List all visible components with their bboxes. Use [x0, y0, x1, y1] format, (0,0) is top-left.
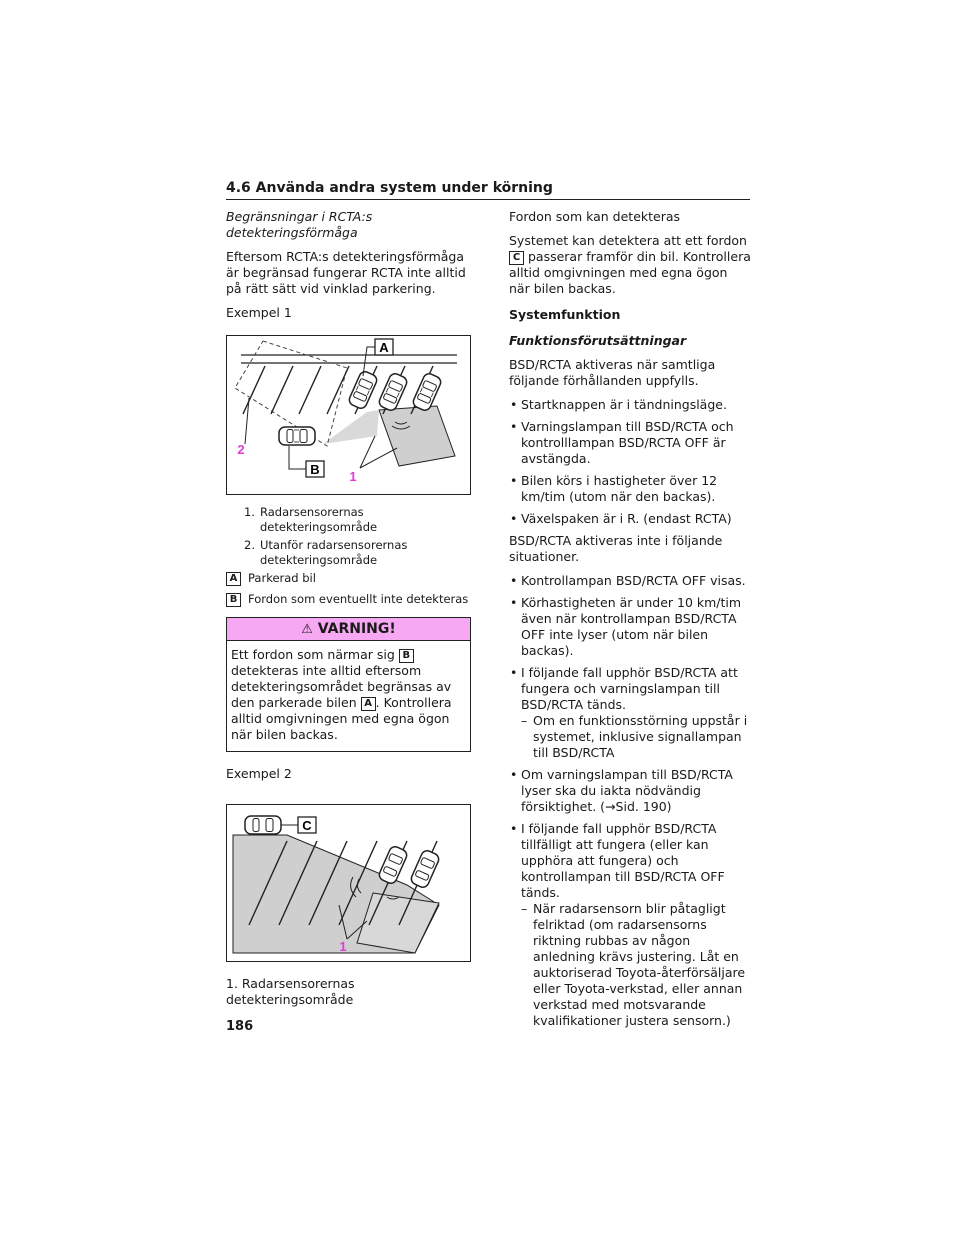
badge-b: B — [226, 593, 241, 607]
badge-c: C — [509, 251, 524, 265]
list-item: • Växelspaken är i R. (endast RCTA) — [509, 511, 752, 527]
list-item: • Bilen körs i hastigheter över 12 km/tim (utom när den backas). — [509, 473, 752, 505]
detect-head: Fordon som kan detekteras — [509, 209, 681, 224]
fig2-label-1: 1 — [339, 939, 347, 954]
detection-zone — [379, 406, 455, 466]
limitations-intro: Eftersom RCTA:s detekteringsförmåga är begränsad fungerar RCTA inte alltid på rätt sätt vid vinklad parkering. — [226, 249, 466, 296]
figure-example2 — [226, 804, 471, 962]
own-car-2 — [377, 845, 408, 885]
warning-title: VARNING! — [317, 621, 396, 637]
legend-item-b: B Fordon som eventuellt inte detekteras — [226, 592, 471, 607]
fig2-label-c: C — [302, 818, 312, 833]
limitations-subhead: Begränsningar i RCTA:s detekteringsförmåga — [226, 209, 373, 240]
badge-a: A — [226, 572, 241, 586]
left-column — [226, 209, 471, 1016]
fig1-label-b: B — [310, 462, 320, 477]
list-item: • I följande fall upphör BSD/RCTA tillfälligt att fungera (eller kan upphöra att fungera) och kontrollampan till BSD/RCTA OFF tänds. – När radarsensorn blir påtagligt felriktad (om radarsensorns riktning rubbas av någon anledning krävs justering. Låt en auktoriserad Toyota-återförsäljare eller Toyota-verkstad, eller annan verkstad med motsvarande kvalifikationer justera sensorn.) — [509, 821, 752, 1029]
figure-example2-drawing — [227, 805, 470, 961]
list-item: • Varningslampan till BSD/RCTA och kontrolllampan BSD/RCTA OFF är avstängda. — [509, 419, 752, 467]
legend-item-a: A Parkerad bil — [226, 571, 471, 586]
fig1-label-a: A — [379, 340, 389, 355]
legend-item-2: 2. Utanför radarsensorernas detekteringsområde — [244, 538, 408, 567]
sub-list-item: – När radarsensorn blir påtagligt felriktad (om radarsensorns riktning rubbas av någon anledning krävs justering. Låt en auktoriserad Toyota-återförsäljare eller Toyota-verkstad, eller annan verkstad med motsvarande kvalifikationer justera sensorn.) — [521, 901, 752, 1029]
list-item: • Om varningslampan till BSD/RCTA lyser ska du iakta nödvändig försiktighet. (→Sid. 190) — [509, 767, 752, 815]
figure-example2-legend: 1. Radarsensorernas detekteringsområde — [226, 976, 355, 1007]
own-car — [377, 372, 408, 412]
approaching-car-c — [245, 816, 281, 834]
list-item: • Startknappen är i tändningsläge. — [509, 397, 752, 413]
not-activated-intro: BSD/RCTA aktiveras inte i följande situationer. — [509, 533, 723, 564]
list-item: • Kontrollampan BSD/RCTA OFF visas. — [509, 573, 752, 589]
system-function-head: Systemfunktion — [509, 307, 621, 322]
legend-item-1: 1. Radarsensorernas detekteringsområde — [244, 505, 378, 534]
fig1-label-1: 1 — [349, 469, 357, 484]
warning-badge-b: B — [399, 649, 414, 663]
approaching-car-b — [279, 427, 315, 445]
right-column — [509, 209, 752, 1035]
warning-badge-a: A — [361, 697, 376, 711]
section-divider — [226, 199, 750, 200]
list-item: • I följande fall upphör BSD/RCTA att fungera och varningslampan till BSD/RCTA tänds. – Om en funktionsstörning uppstår i systemet, inklusive signallampan till BSD/RCTA — [509, 665, 752, 761]
page-number: 186 — [226, 1019, 254, 1034]
figure-example1 — [226, 335, 471, 495]
section-title: 4.6 Använda andra system under körning — [226, 180, 553, 196]
warning-text: Ett fordon som närmar sig B detekteras inte alltid eftersom detekteringsområdet begränsas av den parkerade bilen A . Kontrollera alltid omgivningen med egna ögon när bilen backas. — [231, 647, 452, 742]
warning-box — [226, 617, 471, 752]
activated-intro: BSD/RCTA aktiveras när samtliga följande förhållanden uppfylls. — [509, 357, 716, 388]
sub-list-item: – Om en funktionsstörning uppstår i systemet, inklusive signallampan till BSD/RCTA — [521, 713, 752, 761]
fig1-label-2: 2 — [237, 442, 245, 457]
figure-example1-drawing — [227, 336, 470, 494]
sub-list — [521, 901, 752, 1029]
list-item: • Körhastigheten är under 10 km/tim även när kontrollampan BSD/RCTA OFF inte lyser (utom när bilen backas). — [509, 595, 752, 659]
not-activated-list — [509, 573, 752, 1029]
example1-label: Exempel 1 — [226, 305, 292, 320]
parked-car — [411, 372, 442, 412]
warning-icon: ⚠ — [301, 622, 313, 637]
parked-car-2 — [409, 849, 440, 889]
sub-list — [521, 713, 752, 761]
warning-header — [227, 618, 470, 641]
prerequisites-head: Funktionsförutsättningar — [509, 333, 687, 348]
example2-label: Exempel 2 — [226, 766, 292, 781]
detect-text: Systemet kan detektera att ett fordon C passerar framför din bil. Kontrollera alltid omgivningen med egna ögon när bilen backas. — [509, 233, 751, 296]
activated-list — [509, 397, 752, 527]
figure-example1-legend — [226, 505, 471, 607]
